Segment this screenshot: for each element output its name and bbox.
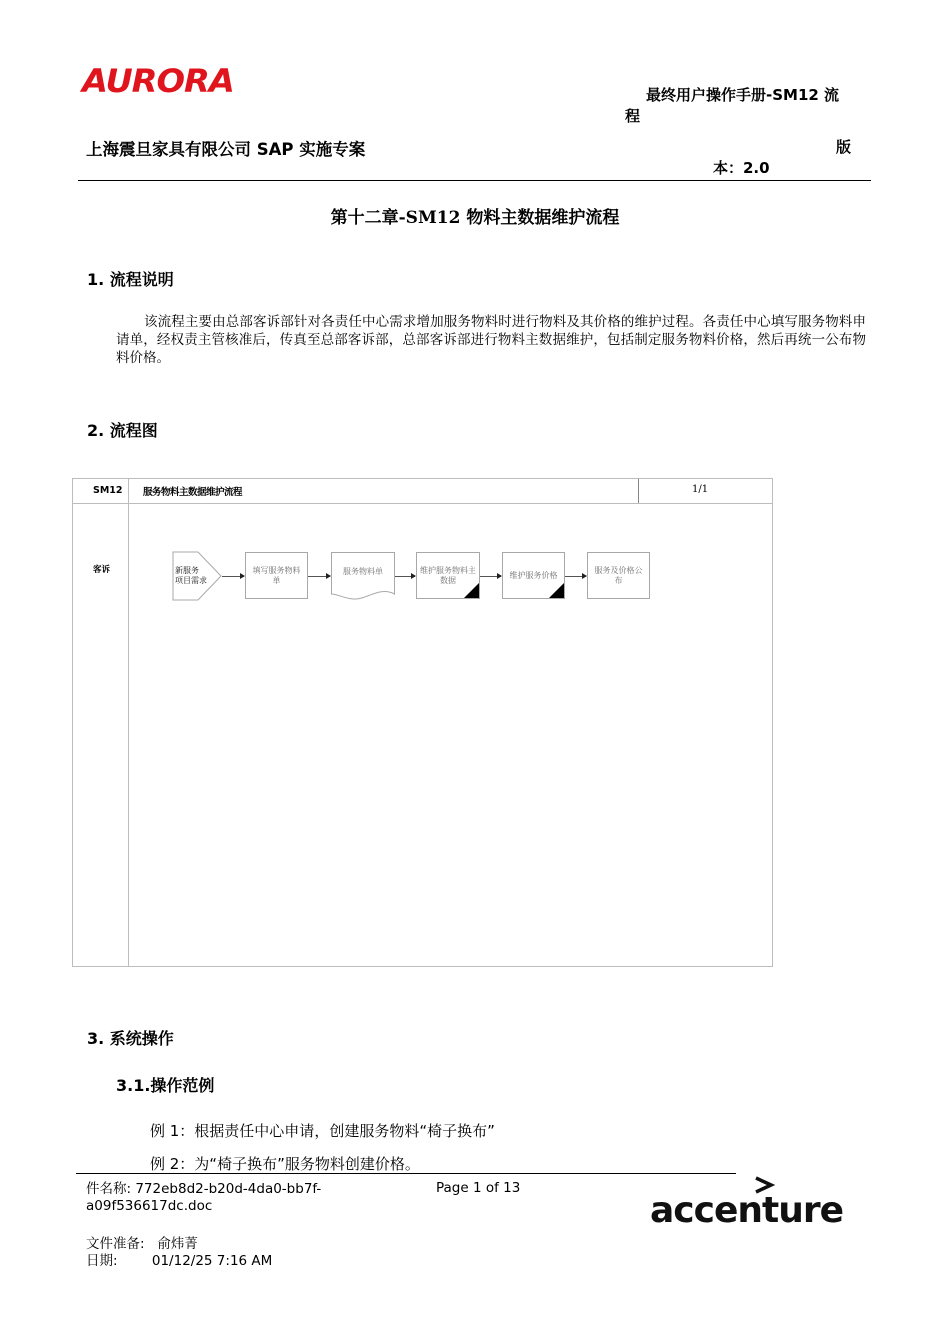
footer-divider (76, 1173, 736, 1174)
step-service-form-doc-shape (331, 552, 395, 604)
accenture-logo: accenture (650, 1190, 844, 1231)
footer-date: 日期: 01/12/25 7:16 AM (86, 1253, 273, 1269)
footer-file-name: 件名称: 772eb8d2-b20d-4da0-bb7f- (86, 1181, 322, 1197)
header-divider (78, 180, 871, 181)
flowchart-code: SM12 (93, 485, 123, 496)
section-2-heading: 2. 流程图 (87, 421, 158, 440)
section-3-heading: 3. 系统操作 (87, 1029, 174, 1048)
flowchart-page-divider (638, 479, 639, 503)
manual-title-line2: 程 (625, 107, 641, 125)
section-1-heading: 1. 流程说明 (87, 270, 174, 289)
flow-arrow-2 (308, 576, 330, 577)
flowchart-lane-divider (128, 479, 129, 966)
company-project-title: 上海震旦家具有限公司 SAP 实施专案 (86, 140, 366, 159)
section-1-paragraph: 该流程主要由总部客诉部针对各责任中心需求增加服务物料时进行物料及其价格的维护过程。各责任中心填写服务物料申请单，经权责主管核准后，传真至总部客诉部，总部客诉部进行物料主数据维护，包括制定服务物料价格，然后再统一公布物料价格。 (116, 314, 866, 366)
example-1: 例 1：根据责任中心申请，创建服务物料“椅子换布” (150, 1122, 495, 1140)
flowchart-header-divider (73, 503, 772, 504)
section-3-1-heading: 3.1.操作范例 (116, 1076, 215, 1095)
version-value: 本：2.0 (713, 159, 770, 177)
example-2: 例 2：为“椅子换布”服务物料创建价格。 (150, 1155, 420, 1173)
aurora-logo: AURORA (82, 62, 234, 100)
flowchart-title: 服务物料主数据维护流程 (143, 487, 243, 498)
flowchart-frame (72, 478, 773, 967)
flow-arrow-5 (565, 576, 586, 577)
sap-transaction-marker (464, 583, 479, 598)
step-publish-service-price: 服务及价格公布 (587, 552, 650, 599)
footer-file-name-cont: a09f536617dc.doc (86, 1198, 213, 1214)
step-new-service-label: 新服务 项目需求 (175, 566, 207, 585)
footer-page-info: Page 1 of 13 (436, 1180, 521, 1196)
flow-arrow-4 (480, 576, 501, 577)
flow-arrow-1 (222, 576, 244, 577)
footer-prepared-by: 文件准备: 俞炜菁 (86, 1236, 198, 1252)
version-label: 版 (836, 138, 852, 156)
manual-title-line1: 最终用户操作手册-SM12 流 (646, 86, 840, 104)
step-service-form-doc-label: 服务物料单 (343, 567, 383, 576)
sap-transaction-marker (549, 583, 564, 598)
flow-arrow-3 (395, 576, 415, 577)
flowchart-page: 1/1 (692, 484, 709, 495)
step-maintain-service-price: 维护服务价格 (502, 552, 565, 599)
step-maintain-master-data: 维护服务物料主数据 (416, 552, 480, 599)
lane-label-kesu: 客诉 (93, 565, 111, 575)
chapter-title: 第十二章-SM12 物料主数据维护流程 (330, 208, 620, 228)
step-fill-service-form: 填写服务物料单 (245, 552, 308, 599)
